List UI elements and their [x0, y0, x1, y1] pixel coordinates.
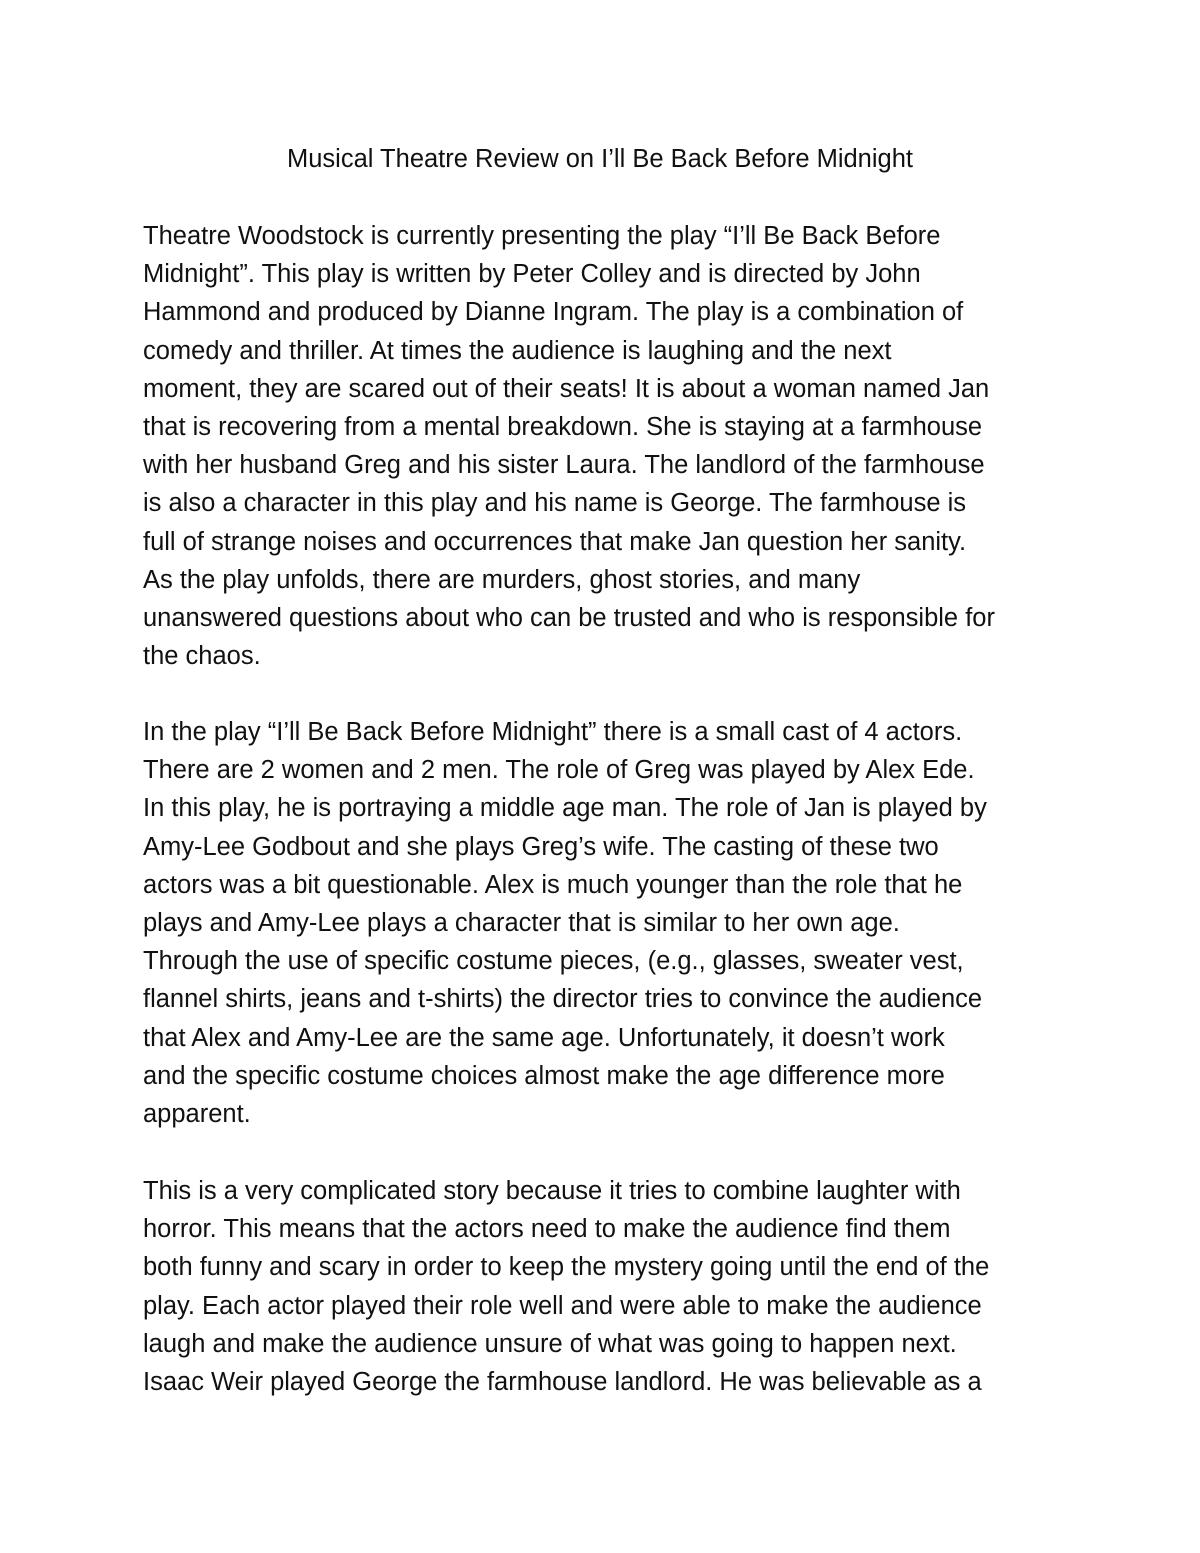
text-line: Theatre Woodstock is currently presenting the play “I’ll Be Back Before	[143, 222, 941, 250]
paragraph-story	[143, 1172, 1073, 1401]
text-line: As the play unfolds, there are murders, ghost stories, and many	[143, 565, 861, 594]
text-line: Isaac Weir played George the farmhouse landlord. He was believable as a	[143, 1368, 982, 1397]
text-line: This is a very complicated story because it tries to combine laughter with	[143, 1177, 961, 1205]
text-line: In the play “I’ll Be Back Before Midnight” there is a small cast of 4 actors.	[143, 718, 963, 746]
text-line: There are 2 women and 2 men. The role of Greg was played by Alex Ede.	[143, 756, 975, 785]
text-line: Amy-Lee Godbout and she plays Greg’s wife. The casting of these two	[143, 832, 939, 861]
text-line: and the specific costume choices almost make the age difference more	[143, 1061, 945, 1090]
paragraph-cast	[143, 713, 1073, 1133]
text-line: with her husband Greg and his sister Laura. The landlord of the farmhouse	[143, 451, 985, 480]
text-line: Through the use of specific costume pieces, (e.g., glasses, sweater vest,	[143, 947, 964, 976]
text-line: full of strange noises and occurrences that make Jan question her sanity.	[143, 527, 967, 556]
text-line: Hammond and produced by Dianne Ingram. The play is a combination of	[143, 298, 964, 327]
text-line: actors was a bit questionable. Alex is much younger than the role that he	[143, 870, 963, 899]
text-line: is also a character in this play and his name is George. The farmhouse is	[143, 489, 967, 518]
document-title: Musical Theatre Review on I’ll Be Back Before Midnight	[287, 145, 913, 173]
text-line: that Alex and Amy-Lee are the same age. Unfortunately, it doesn’t work	[143, 1023, 945, 1052]
text-line: moment, they are scared out of their seats! It is about a woman named Jan	[143, 374, 990, 403]
paragraph-intro	[143, 217, 1073, 675]
text-line: laugh and make the audience unsure of what was going to happen next.	[143, 1329, 957, 1358]
text-line: play. Each actor played their role well and were able to make the audience	[143, 1291, 982, 1320]
text-line: Midnight”. This play is written by Peter Colley and is directed by John	[143, 260, 921, 289]
text-line: apparent.	[143, 1100, 251, 1129]
text-line: horror. This means that the actors need to make the audience find them	[143, 1215, 951, 1244]
text-line: unanswered questions about who can be trusted and who is responsible for	[143, 604, 995, 633]
text-line: In this play, he is portraying a middle age man. The role of Jan is played by	[143, 794, 987, 823]
text-line: that is recovering from a mental breakdown. She is staying at a farmhouse	[143, 413, 983, 442]
text-line: comedy and thriller. At times the audience is laughing and the next	[143, 336, 892, 365]
text-line: both funny and scary in order to keep the mystery going until the end of the	[143, 1253, 990, 1282]
text-line: plays and Amy-Lee plays a character that is similar to her own age.	[143, 909, 900, 938]
text-line: the chaos.	[143, 642, 261, 671]
text-line: flannel shirts, jeans and t-shirts) the director tries to convince the audience	[143, 985, 983, 1014]
